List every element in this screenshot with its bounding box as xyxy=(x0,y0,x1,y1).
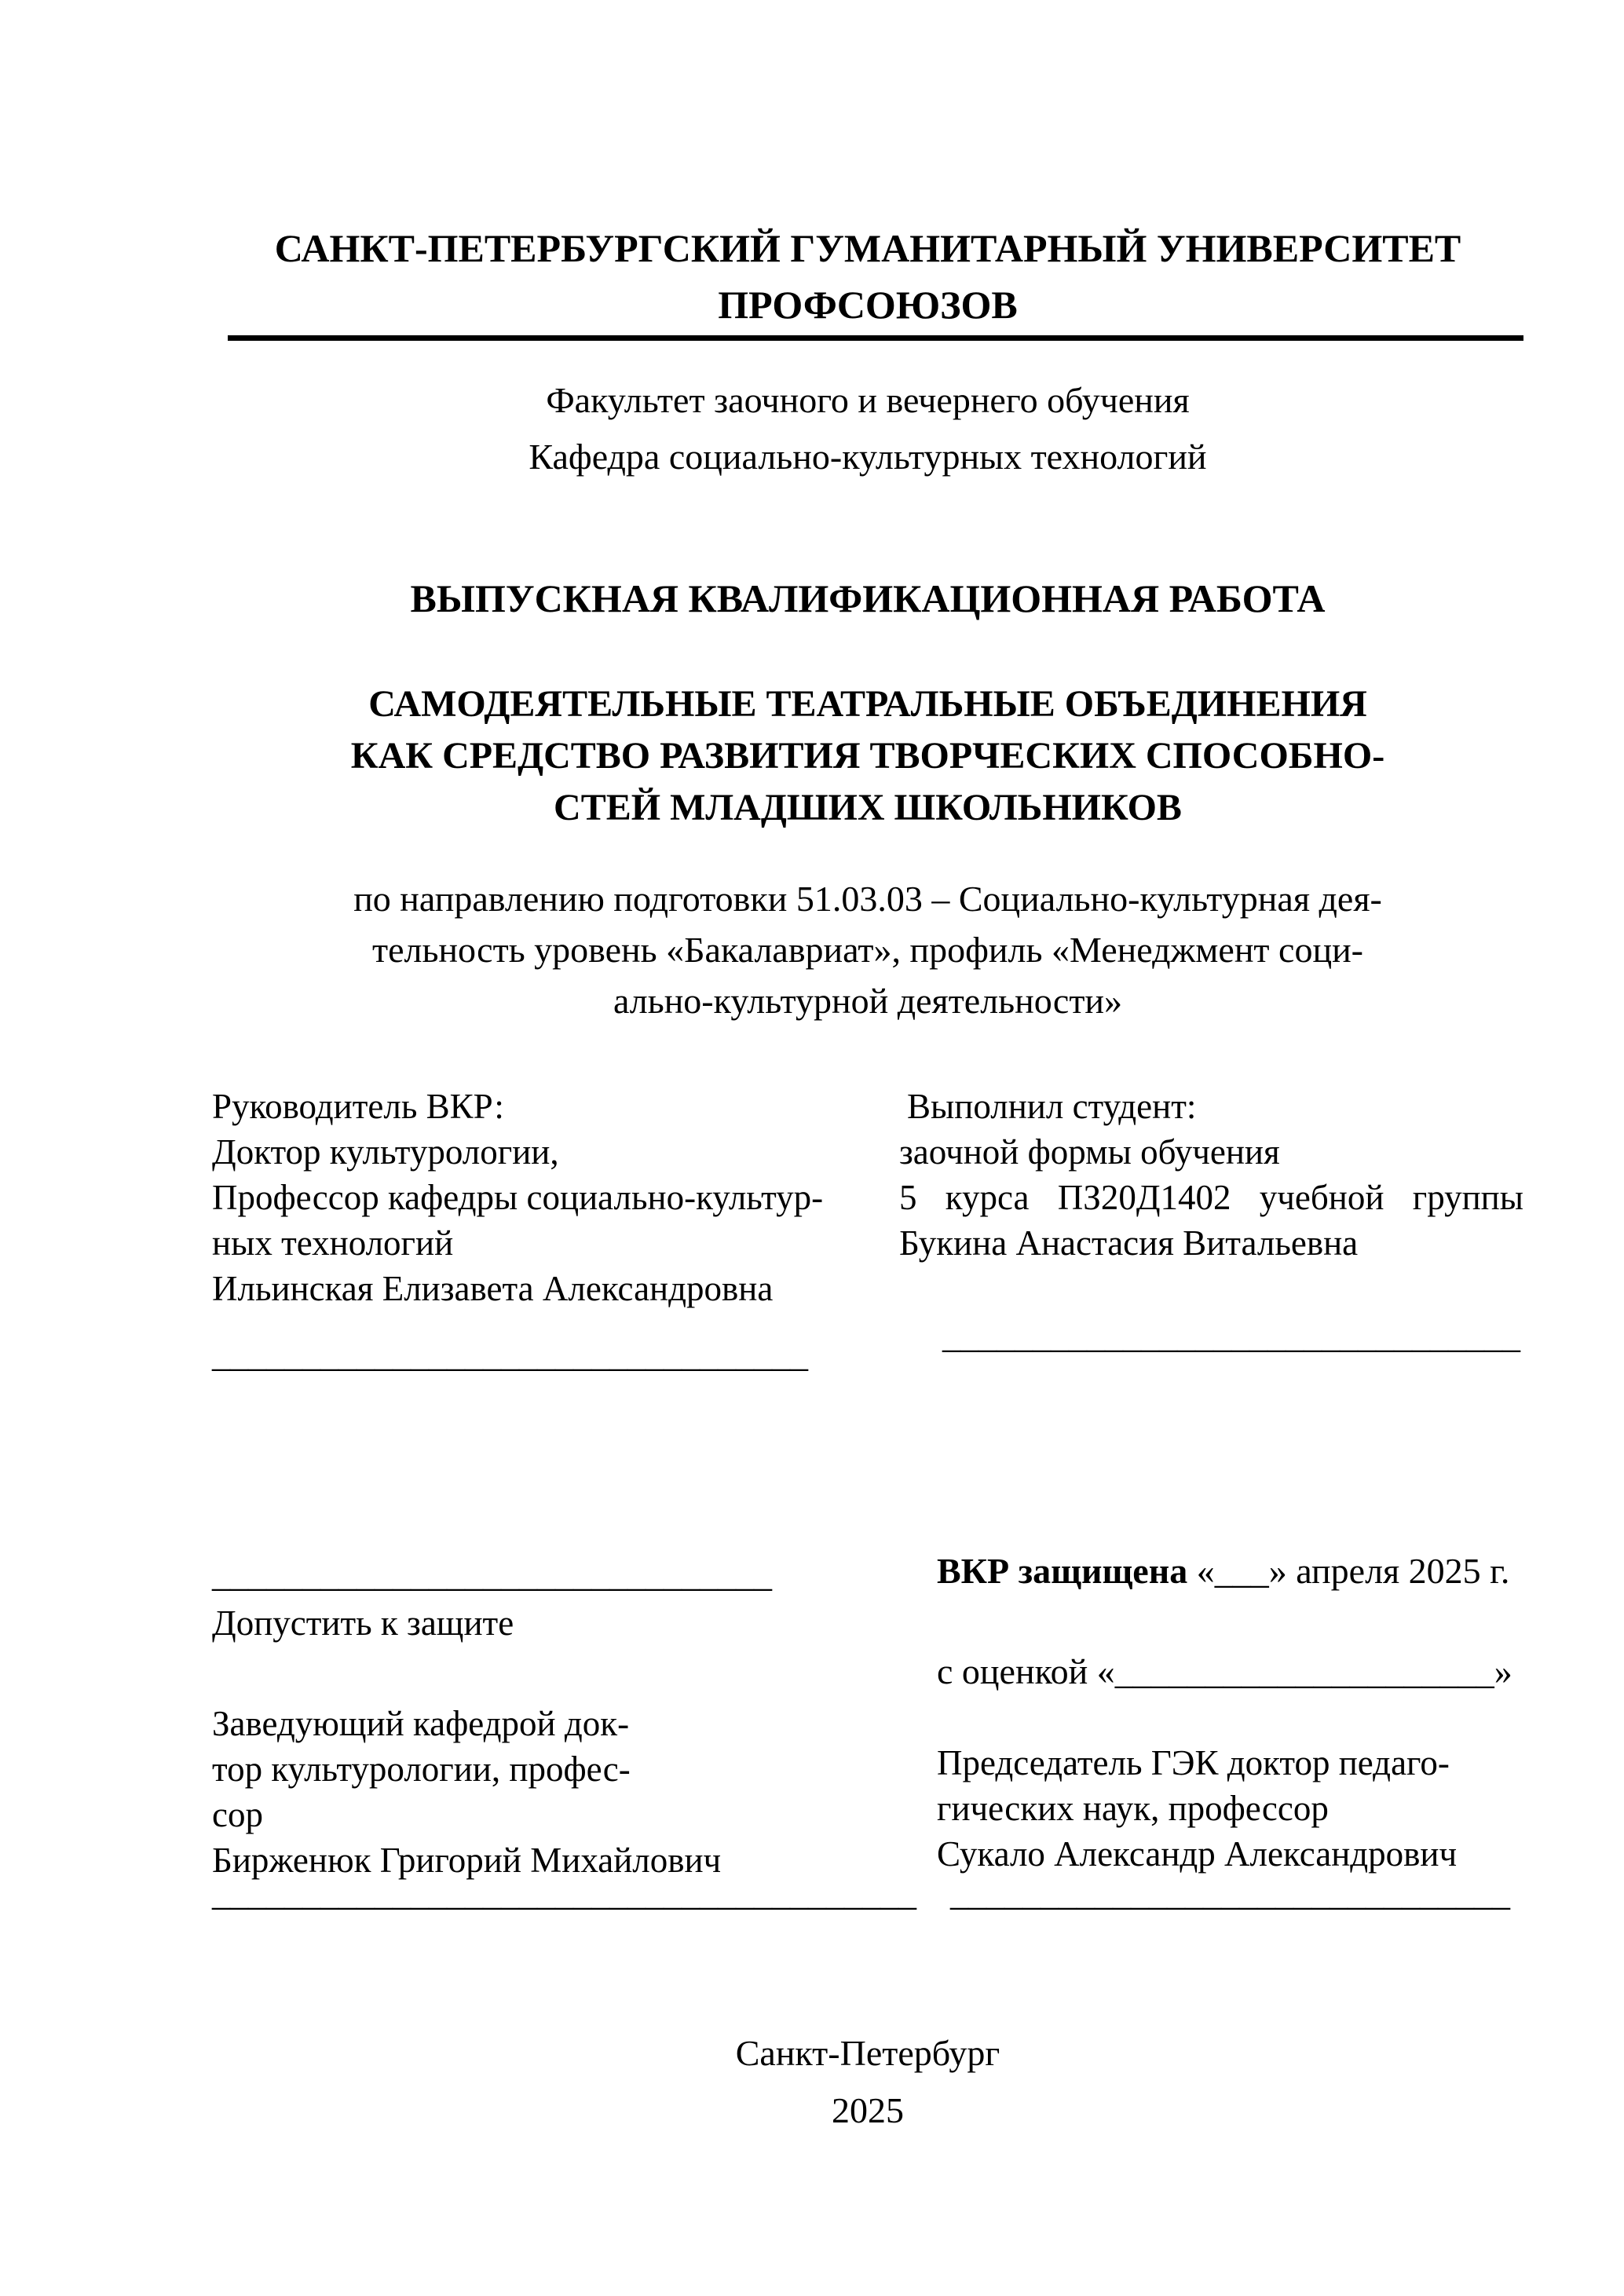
footer-block xyxy=(212,2024,1523,2139)
supervisor-line: ных технологий xyxy=(212,1223,454,1263)
admission-signature-line-top: _______________________________ xyxy=(212,1554,772,1594)
work-type-heading: ВЫПУСКНАЯ КВАЛИФИКАЦИОННАЯ РАБОТА xyxy=(410,576,1326,620)
supervisor-signature-line: _________________________________ xyxy=(212,1334,808,1374)
defended-date-blank: «___» апреля 2025 г. xyxy=(1187,1551,1510,1591)
chairman-signature-line: _______________________________ xyxy=(950,1873,1510,1913)
supervisor-line: Доктор культурологии, xyxy=(212,1132,559,1172)
thesis-title-line: СТЕЙ МЛАДШИХ ШКОЛЬНИКОВ xyxy=(554,787,1182,828)
department-head-line: сор xyxy=(212,1795,263,1834)
student-signature-line: ________________________________ xyxy=(942,1315,1520,1355)
chairman-line: Председатель ГЭК доктор педаго- xyxy=(937,1743,1450,1782)
footer-city: Санкт-Петербург xyxy=(735,2033,1000,2073)
supervisor-name: Ильинская Елизавета Александровна xyxy=(212,1269,774,1308)
student-line: заочной формы обучения xyxy=(899,1132,1280,1172)
admission-block xyxy=(212,1600,887,1646)
defense-date-line xyxy=(937,1548,1557,1594)
header-divider-rule xyxy=(228,335,1523,341)
department-head-name: Бирженюк Григорий Михайлович xyxy=(212,1841,722,1880)
department-head-block xyxy=(212,1701,887,1883)
student-label: Выполнил студент: xyxy=(907,1087,1197,1126)
department-head-line: Заведующий кафедрой док- xyxy=(212,1704,630,1743)
chairman-line: гических наук, профессор xyxy=(937,1789,1329,1828)
thesis-title-line: САМОДЕЯТЕЛЬНЫЕ ТЕАТРАЛЬНЫЕ ОБЪЕДИНЕНИЯ xyxy=(368,683,1367,725)
footer-year: 2025 xyxy=(832,2090,904,2130)
defense-date-block xyxy=(937,1548,1557,1594)
study-direction-line: по направлению подготовки 51.03.03 – Социально-культурная дея- xyxy=(353,879,1382,919)
thesis-title-line: КАК СРЕДСТВО РАЗВИТИЯ ТВОРЧЕСКИХ СПОСОБНО- xyxy=(350,735,1385,777)
supervisor-label: Руководитель ВКР: xyxy=(212,1087,504,1126)
student-block xyxy=(899,1084,1523,1266)
faculty-department-block xyxy=(212,372,1523,485)
study-direction-line: тельность уровень «Бакалавриат», профиль «Менеджмент соци- xyxy=(371,930,1364,970)
department-head-line: тор культурологии, профес- xyxy=(212,1749,631,1789)
university-title-line1: САНКТ-ПЕТЕРБУРГСКИЙ ГУМАНИТАРНЫЙ УНИВЕРСИТЕТ xyxy=(274,226,1461,270)
grade-block xyxy=(937,1649,1557,1695)
chairman-name: Сукало Александр Александрович xyxy=(937,1834,1458,1874)
admit-label: Допустить к защите xyxy=(212,1603,514,1643)
faculty-line: Факультет заочного и вечернего обучения xyxy=(546,380,1190,420)
grade-line: с оценкой «_____________________» xyxy=(937,1651,1512,1691)
thesis-title xyxy=(212,678,1523,834)
university-title xyxy=(212,220,1523,333)
student-name: Букина Анастасия Витальевна xyxy=(899,1223,1359,1263)
supervisor-line: Профессор кафедры социально-культур- xyxy=(212,1178,824,1217)
study-direction xyxy=(212,873,1523,1026)
admission-signature-line-bottom: _______________________________________ xyxy=(212,1873,916,1913)
university-title-line2: ПРОФСОЮЗОВ xyxy=(718,283,1018,327)
department-line: Кафедра социально-культурных технологий xyxy=(529,437,1207,477)
student-group-line: 5 курса ПЗ20Д1402 учебной группы xyxy=(899,1178,1523,1217)
supervisor-block xyxy=(212,1084,887,1311)
chairman-block xyxy=(937,1740,1557,1877)
defended-label: ВКР защищена xyxy=(937,1551,1188,1591)
study-direction-line: ально-культурной деятельности» xyxy=(613,981,1123,1021)
